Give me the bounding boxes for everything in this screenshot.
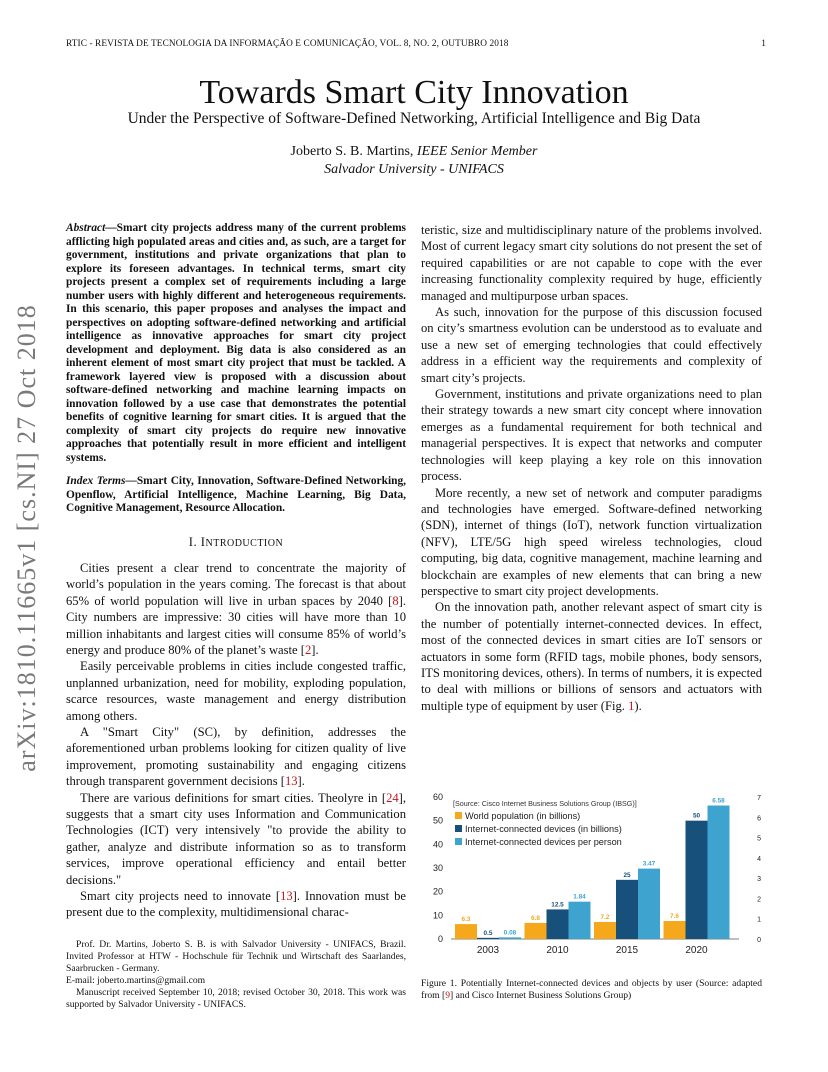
y-tick-label: 40: [432, 839, 443, 850]
paragraph: Easily perceivable problems in cities include congested traffic, unplanned urbanization, need for mobility, exploding population, scarce resources, waste management and energy distribution among others.: [66, 659, 406, 723]
running-head-text: RTIC - REVISTA DE TECNOLOGIA DA INFORMAÇÃO E COMUNICAÇÃO, VOL. 8, NO. 2, OUTUBRO 2018: [66, 39, 509, 49]
paragraph: [66, 888, 406, 921]
bar: [455, 924, 477, 939]
bar: [686, 821, 708, 939]
bar-value-label: 25: [623, 871, 631, 879]
paragraph: More recently, a new set of network and computer paradigms and technologies have emerged. Software-defined networking (SDN), internet of things (IoT), network function virtualization (NFV), LTE/5G high speed wireless technologies, cloud computing, big data, cognitive management, machine learning and blockchain are examples of new elements that can bring a new perspective to smart city project developments.: [421, 485, 762, 598]
caption-text: ] and Cisco Internet Business Solutions Group): [450, 990, 632, 1001]
bar-value-label: 3.47: [642, 860, 656, 868]
abstract-lead: Abstract: [66, 222, 106, 234]
x-tick-label: 2015: [615, 945, 639, 956]
y2-tick-label: 7: [757, 795, 761, 802]
text-run: On the innovation path, another relevant aspect of smart city is the number of potentially internet-connected devices. In effect, most of the connected devices in smart cities are IoT sensors or actuators in some form (RFID tags, mobile phones, body sensors, ITS monitoring devices, others). In terms of numbers, it is expected to deal with millions or billions of sensors and actuators with multiple type of equipment by user (Fig.: [421, 600, 763, 713]
abstract-text: —Smart city projects address many of the current problems afflicting high populated areas and cities and, as such, are a target for government, institutions and private organizations that plan to explore its foreseen advantages. In technical terms, smart city projects present a complex set of requirements including a large number users with highly different and heterogeneous requirements. In this scenario, this paper proposes and analyses the impact and perspectives on adopting software-defined networking and artificial intelligence as innovative approaches for smart city project development and deployment. Big data is also considered as an inherent element of most smart city project that must be tackled. A framework layered view is proposed with a discussion about software-defined networking and machine learning impacts on innovation followed by a use case that demonstrates the potential benefits of cognitive learning for smart cities. It is argued that the complexity of smart city projects do require new innovative approaches that potentially result in more efficient and intelligent systems.: [66, 222, 406, 464]
author-affiliation: [0, 161, 828, 179]
text-run: ].: [311, 642, 319, 657]
citation-link[interactable]: 2: [304, 642, 312, 657]
bar: [664, 921, 686, 939]
arxiv-stamp[interactable]: arXiv:1810.11665v1 [cs.NI] 27 Oct 2018: [12, 304, 41, 772]
running-head: [66, 39, 766, 49]
text-run: ].: [297, 774, 305, 789]
bar-value-label: 6.3: [461, 916, 471, 924]
chart-source-note: [Source: Cisco Internet Business Solutions Group (IBSG)]: [453, 799, 637, 808]
paragraph: [66, 790, 406, 888]
citation-link[interactable]: 13: [280, 889, 293, 904]
caption-text: Figure 1. Potentially Internet-connected devices and objects by user (Source: adapted from [: [421, 978, 762, 1001]
y-tick-label: 20: [432, 886, 443, 897]
affiliation-text: Salvador University - UNIFACS: [324, 162, 504, 177]
citation-link[interactable]: 9: [445, 990, 451, 1001]
text-run: A "Smart City" (SC), by definition, addresses the aforementioned urban problems looking for citizen quality of live improvement, promoting sustainability and engaging citizens through transparent government decisions [: [66, 724, 406, 789]
bar: [616, 880, 638, 939]
bar-value-label: 0.5: [483, 929, 493, 937]
bar-value-label: 7.6: [670, 913, 679, 921]
text-run: ]. City numbers are impressive: 30 cities will have more than 10 million inhabitants and largest cities will consume 85% of world’s energy and produce 80% of the planet’s waste [: [66, 593, 406, 657]
footnote-manuscript: Manuscript received September 10, 2018; revised October 30, 2018. This work was supported by Salvador University - UNIFACS.: [66, 987, 406, 1010]
continued-text: ]. Innovation must be present due to the complexity, multidimensional charac-: [66, 889, 406, 920]
bar-value-label: 6.58: [712, 797, 725, 805]
index-terms-text: —Smart City, Innovation, Software-Defined Networking, Openflow, Artificial Intelligence, Machine Learning, Big Data, Cognitive Management, Resource Allocation.: [66, 475, 406, 514]
bar-value-label: 7.2: [600, 913, 610, 921]
legend-swatch: [455, 838, 462, 845]
paragraph: [66, 560, 406, 658]
text-run: ).: [634, 698, 642, 713]
bar-value-label: 12.5: [551, 901, 564, 909]
legend-label: Internet-connected devices per person: [465, 837, 622, 847]
citation-link[interactable]: 8: [392, 593, 399, 608]
y2-tick-label: 2: [757, 896, 761, 904]
text-run: There are various definitions for smart cities. Theolyre in [: [80, 790, 387, 805]
paragraph: teristic, size and multidisciplinary nature of the problems involved. Most of current legacy smart city solutions do not present the set of required capabilities or are not capable to cope with the ever increasing functionality complexity required by huge, efficiently managed and multipurpose urban spaces.: [421, 223, 762, 303]
citation-link[interactable]: 13: [284, 774, 298, 789]
index-terms: [66, 475, 406, 516]
legend-label: World population (in billions): [465, 811, 581, 821]
text-run: Smart city projects need to innovate [: [80, 889, 281, 904]
text-run: Cities present a clear trend to concentrate the majority of world’s population in the years coming. The forecast is that about 65% of world population will live in urban spaces by 2040 [: [66, 560, 406, 608]
footnote: [66, 939, 406, 1011]
legend-swatch: [455, 825, 462, 832]
paragraph: [421, 599, 762, 714]
page-number: 1: [761, 39, 766, 49]
y2-tick-label: 1: [757, 916, 761, 924]
paragraph: As such, innovation for the purpose of this discussion focused on city’s smartness evolution can be understood as to evaluate and use a new set of emerging technologies that could effectively address in a efficient way the requirements and complexity of smart city’s projects.: [421, 305, 762, 385]
section-initial: I: [200, 534, 206, 549]
citation-link[interactable]: 24: [386, 790, 399, 805]
text-run: ], suggests that a smart city uses Information and Communication Technologies (ICT) very intensively "to provide the ability to gather, analyze and distribute information so as to transform services, improve operational efficiency and entail better decisions.": [66, 790, 406, 887]
x-tick-label: 2003: [476, 945, 500, 956]
author-line: [0, 143, 828, 161]
legend-label: Internet-connected devices (in billions): [465, 824, 622, 834]
section-heading: [66, 534, 406, 552]
abstract: [66, 222, 406, 465]
paragraph: [66, 724, 406, 790]
paragraph: Government, institutions and private organizations need to plan their strategy towards a new smart city concept where innovation emerges as a fundamental requirement for both technical and managerial perspectives. It is expect that networks and computer technologies will keep playing a key role on this innovation process.: [421, 387, 762, 484]
x-tick-label: 2020: [685, 945, 708, 956]
bar-value-label: 0.08: [503, 929, 517, 937]
bar-value-label: 1.84: [573, 893, 586, 901]
bar: [638, 869, 660, 939]
y-tick-label: 50: [432, 815, 443, 826]
author-role: IEEE Senior Member: [416, 144, 538, 159]
section-number: I.: [188, 534, 201, 549]
y2-tick-label: 6: [757, 815, 761, 823]
y2-tick-label: 4: [757, 855, 761, 863]
right-column: [421, 222, 762, 714]
figure-bar-chart: [421, 787, 766, 962]
section-rest: NTRODUCTION: [205, 537, 284, 549]
bar-value-label: 6.8: [531, 914, 540, 922]
bar: [708, 806, 730, 939]
bar: [569, 902, 591, 939]
footnote-affiliation: Prof. Dr. Martins, Joberto S. B. is with Salvador University - UNIFACS, Brazil. Invited Professor at HTW - Hochschule für Technik und Wirtschaft des Saarlandes, Saarbrucken - Germany.: [66, 939, 406, 974]
author-name: Joberto S. B. Martins,: [290, 144, 417, 159]
legend-swatch: [455, 812, 462, 819]
y-tick-label: 60: [432, 792, 443, 802]
bar-value-label: 50: [692, 812, 701, 820]
bar: [477, 938, 499, 939]
index-terms-lead: Index Terms: [66, 475, 126, 487]
footnote-email: E-mail: joberto.martins@gmail.com: [66, 975, 206, 986]
y2-tick-label: 3: [757, 876, 761, 884]
y-tick-label: 0: [437, 934, 443, 944]
y2-tick-label: 0: [757, 937, 761, 944]
y2-tick-label: 5: [757, 835, 761, 843]
paper-subtitle: Under the Perspective of Software-Defined Networking, Artificial Intelligence and Big Data: [127, 110, 701, 127]
bar: [547, 909, 569, 939]
bar: [499, 937, 521, 939]
paper-title: Towards Smart City Innovation: [199, 74, 629, 111]
left-column: [66, 222, 406, 921]
bar: [594, 922, 616, 939]
y-tick-label: 30: [432, 863, 443, 873]
y-tick-label: 10: [432, 910, 443, 921]
author-block: [0, 143, 828, 179]
figure-caption: [421, 978, 762, 1002]
figure-link[interactable]: 1: [628, 698, 635, 713]
x-tick-label: 2010: [546, 945, 569, 956]
bar: [525, 923, 547, 939]
